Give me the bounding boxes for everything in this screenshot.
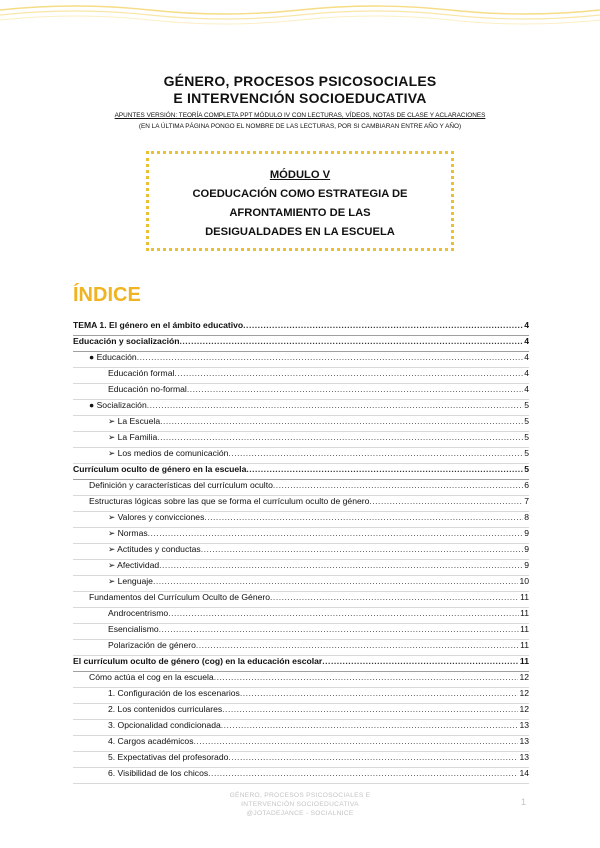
toc-entry[interactable] xyxy=(73,640,529,656)
toc-leader-dots xyxy=(228,752,518,762)
toc-entry-label: 4. Cargos académicos xyxy=(108,736,194,746)
toc-leader-dots xyxy=(174,368,523,378)
toc-entry-label: ➢ Los medios de comunicación xyxy=(108,448,229,458)
toc-leader-dots xyxy=(214,672,519,682)
toc-entry[interactable] xyxy=(73,368,529,384)
toc-entry[interactable] xyxy=(73,336,529,352)
toc-entry[interactable] xyxy=(73,720,529,736)
toc-entry-page: 9 xyxy=(524,528,529,538)
toc-entry[interactable] xyxy=(73,736,529,752)
toc-entry-page: 13 xyxy=(519,752,529,762)
decorative-wave-header xyxy=(0,0,600,32)
toc-leader-dots xyxy=(243,320,523,330)
toc-entry-label: Polarización de género xyxy=(108,640,196,650)
toc-entry[interactable] xyxy=(73,768,529,784)
toc-leader-dots xyxy=(148,528,524,538)
toc-entry[interactable] xyxy=(73,448,529,464)
toc-entry-label: Educación no-formal xyxy=(108,384,187,394)
toc-entry-label: ➢ Valores y convicciones xyxy=(108,512,205,522)
toc-leader-dots xyxy=(137,352,524,362)
toc-entry-label: Educación formal xyxy=(108,368,175,378)
toc-entry-page: 4 xyxy=(524,336,529,346)
toc-entry-label: Fundamentos del Currículum Oculto de Género xyxy=(89,592,271,602)
toc-leader-dots xyxy=(228,448,523,458)
toc-entry[interactable] xyxy=(73,672,529,688)
document-subtitle: APUNTES VERSIÓN: TEORÍA COMPLETA PPT MÓDULO IV CON LECTURAS, VÍDEOS, NOTAS DE CLASE Y ACLARACIONES xyxy=(114,112,486,119)
toc-entry[interactable] xyxy=(73,560,529,576)
toc-entry[interactable] xyxy=(73,384,529,400)
toc-leader-dots xyxy=(246,464,523,474)
toc-leader-dots xyxy=(168,608,519,618)
toc-entry-page: 13 xyxy=(519,720,529,730)
toc-entry-label: Cómo actúa el cog en la escuela xyxy=(89,672,214,682)
toc-entry-page: 8 xyxy=(524,512,529,522)
toc-entry[interactable] xyxy=(73,624,529,640)
toc-leader-dots xyxy=(322,656,519,666)
toc-leader-dots xyxy=(201,544,524,554)
toc-entry[interactable] xyxy=(73,656,529,672)
toc-entry-label: Currículum oculto de género en la escuela xyxy=(73,464,247,474)
toc-entry-page: 4 xyxy=(524,384,529,394)
module-box xyxy=(146,151,454,251)
toc-leader-dots xyxy=(187,384,523,394)
toc-entry-label: ➢ La Escuela xyxy=(108,416,161,426)
toc-entry-page: 9 xyxy=(524,560,529,570)
toc-leader-dots xyxy=(180,336,524,346)
toc-leader-dots xyxy=(270,592,519,602)
toc-entry-page: 11 xyxy=(519,656,529,666)
toc-entry-page: 11 xyxy=(520,624,529,634)
toc-entry-page: 9 xyxy=(524,544,529,554)
toc-entry-label: ➢ La Familia xyxy=(108,432,158,442)
toc-leader-dots xyxy=(159,624,519,634)
toc-entry-label: El currículum oculto de género (cog) en la educación escolar xyxy=(73,656,323,666)
toc-entry-label: 3. Opcionalidad condicionada xyxy=(108,720,221,730)
toc-entry[interactable] xyxy=(73,512,529,528)
toc-entry-label: 6. Visibilidad de los chicos xyxy=(108,768,209,778)
toc-entry[interactable] xyxy=(73,432,529,448)
toc-leader-dots xyxy=(157,432,523,442)
toc-entry-page: 12 xyxy=(519,704,529,714)
table-of-contents xyxy=(73,320,529,784)
toc-entry-page: 4 xyxy=(524,352,529,362)
toc-entry[interactable] xyxy=(73,752,529,768)
toc-leader-dots xyxy=(273,480,523,490)
toc-entry[interactable] xyxy=(73,480,529,496)
toc-leader-dots xyxy=(194,736,519,746)
toc-entry-label: Educación y socialización xyxy=(73,336,180,346)
toc-entry-page: 11 xyxy=(520,640,529,650)
footer-line2: INTERVENCIÓN SOCIOEDUCATIVA xyxy=(241,801,359,808)
toc-leader-dots xyxy=(208,768,518,778)
toc-entry-page: 13 xyxy=(519,736,529,746)
toc-entry[interactable] xyxy=(73,544,529,560)
toc-entry-page: 4 xyxy=(524,320,529,330)
toc-entry-page: 11 xyxy=(520,592,529,602)
toc-leader-dots xyxy=(159,560,523,570)
toc-entry[interactable] xyxy=(73,496,529,512)
toc-entry-page: 12 xyxy=(519,672,529,682)
document-title-line1: GÉNERO, PROCESOS PSICOSOCIALES xyxy=(163,73,437,89)
toc-entry-label: Definición y características del currículum oculto xyxy=(89,480,273,490)
toc-entry[interactable] xyxy=(73,592,529,608)
toc-entry-page: 6 xyxy=(524,480,529,490)
module-title-line3: DESIGUALDADES EN LA ESCUELA xyxy=(205,226,395,238)
toc-entry-label: Estructuras lógicas sobre las que se forma el currículum oculto de género xyxy=(89,496,370,506)
toc-entry-page: 14 xyxy=(519,768,529,778)
toc-entry-page: 12 xyxy=(519,688,529,698)
toc-leader-dots xyxy=(369,496,523,506)
toc-entry[interactable] xyxy=(73,608,529,624)
module-label: MÓDULO V xyxy=(269,169,331,181)
toc-entry-page: 5 xyxy=(524,416,529,426)
toc-entry-page: 5 xyxy=(524,448,529,458)
toc-leader-dots xyxy=(160,416,523,426)
footer-line3: @JOTADEJANCE - SOCIALNICE xyxy=(246,810,354,817)
toc-entry-label: ➢ Actitudes y conductas xyxy=(108,544,201,554)
toc-entry[interactable] xyxy=(73,352,529,368)
toc-entry-page: 7 xyxy=(524,496,529,506)
page-footer xyxy=(0,791,600,818)
toc-entry-page: 4 xyxy=(524,368,529,378)
toc-entry-label: TEMA 1. El género en el ámbito educativo xyxy=(73,320,244,330)
toc-entry-label: 5. Expectativas del profesorado xyxy=(108,752,229,762)
toc-entry-label: ➢ Normas xyxy=(108,528,148,538)
toc-entry-label: Esencialismo xyxy=(108,624,159,634)
toc-entry-page: 5 xyxy=(524,400,529,410)
toc-heading: ÍNDICE xyxy=(73,284,141,306)
toc-entry-label: ● Educación xyxy=(89,352,137,362)
toc-entry-page: 11 xyxy=(520,608,529,618)
toc-entry-label: ● Socialización xyxy=(89,400,147,410)
document-subtitle-note: (EN LA ÚLTIMA PÁGINA PONGO EL NOMBRE DE LAS LECTURAS, POR SI CAMBIARAN ENTRE AÑO Y AÑO) xyxy=(138,123,462,130)
toc-entry[interactable] xyxy=(73,688,529,704)
toc-leader-dots xyxy=(196,640,519,650)
toc-entry-label: 2. Los contenidos curriculares xyxy=(108,704,223,714)
page-number: 1 xyxy=(521,797,527,807)
toc-entry[interactable] xyxy=(73,400,529,416)
toc-entry[interactable] xyxy=(73,416,529,432)
toc-entry-label: ➢ Lenguaje xyxy=(108,576,153,586)
module-title-line1: COEDUCACIÓN COMO ESTRATEGIA DE xyxy=(192,188,408,200)
toc-entry-page: 5 xyxy=(524,432,529,442)
toc-entry[interactable] xyxy=(73,528,529,544)
toc-entry-label: 1. Configuración de los escenarios xyxy=(108,688,240,698)
toc-entry[interactable] xyxy=(73,464,529,480)
toc-entry[interactable] xyxy=(73,320,529,336)
toc-leader-dots xyxy=(221,720,519,730)
toc-leader-dots xyxy=(240,688,519,698)
module-title-line2: AFRONTAMIENTO DE LAS xyxy=(229,207,371,219)
toc-leader-dots xyxy=(204,512,523,522)
toc-leader-dots xyxy=(147,400,523,410)
toc-entry-page: 10 xyxy=(519,576,529,586)
toc-leader-dots xyxy=(222,704,518,714)
document-title-line2: E INTERVENCIÓN SOCIOEDUCATIVA xyxy=(173,90,427,106)
toc-entry[interactable] xyxy=(73,576,529,592)
toc-entry-page: 5 xyxy=(524,464,529,474)
toc-entry-label: ➢ Afectividad xyxy=(108,560,160,570)
document-title xyxy=(0,73,600,107)
toc-leader-dots xyxy=(153,576,518,586)
toc-entry[interactable] xyxy=(73,704,529,720)
toc-entry-label: Androcentrismo xyxy=(108,608,169,618)
footer-line1: GÉNERO, PROCESOS PSICOSOCIALES E xyxy=(229,792,371,799)
